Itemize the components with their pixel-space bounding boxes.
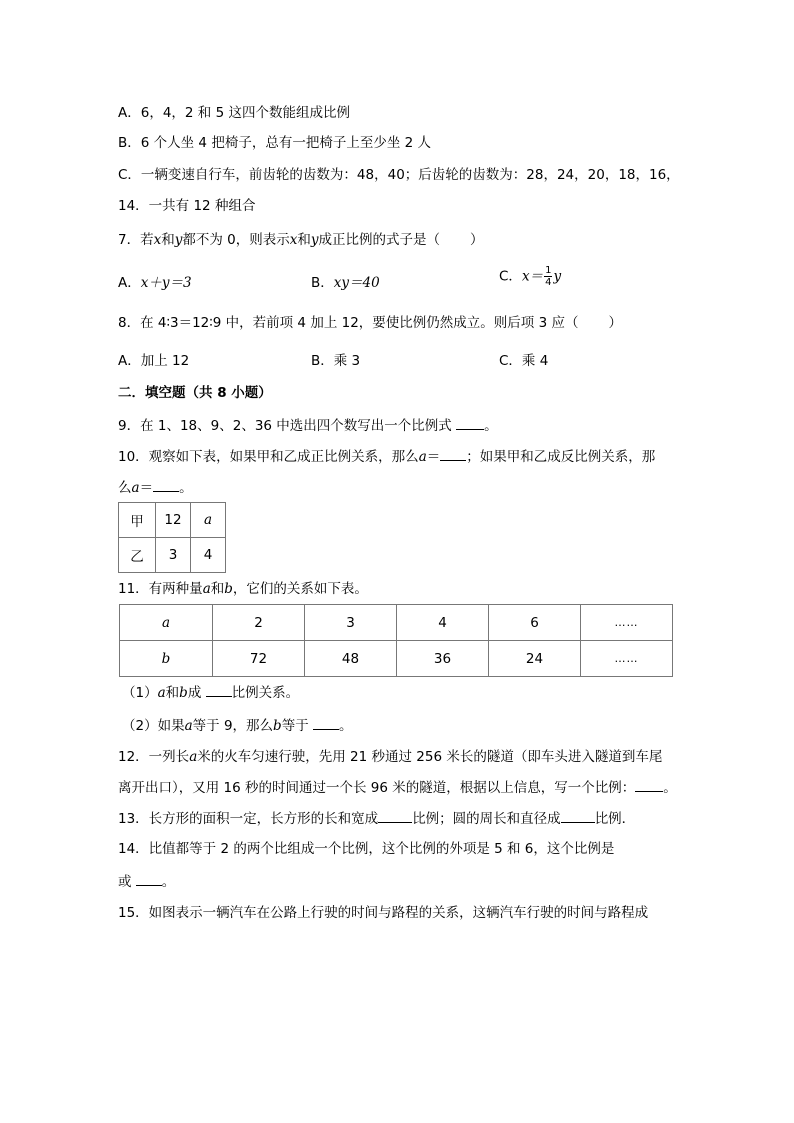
table-cell: 乙 bbox=[119, 538, 156, 573]
q6-option-b: B．6 个人坐 4 把椅子，总有一把椅子上至少坐 2 人 bbox=[118, 135, 431, 151]
answer-blank[interactable] bbox=[561, 809, 595, 823]
answer-blank[interactable] bbox=[440, 447, 466, 461]
q10-table bbox=[118, 502, 226, 573]
q9: 9．在 1、18、9、2、36 中选出四个数写出一个比例式 。 bbox=[118, 418, 498, 434]
q8-option-c: C．乘 4 bbox=[499, 353, 549, 369]
table-cell: …… bbox=[581, 605, 673, 641]
fraction: $\frac{1}{4}$ bbox=[545, 265, 552, 288]
answer-blank[interactable] bbox=[206, 683, 232, 697]
q11-sub2: （2）如果a等于 9，那么b等于 。 bbox=[122, 718, 353, 734]
answer-blank[interactable] bbox=[635, 778, 663, 792]
q8-stem: 8．在 4∶3＝12∶9 中，若前项 4 加上 12，要使比例仍然成立。则后项 3 应（ ） bbox=[118, 315, 622, 331]
q12-line2: 离开出口），又用 16 秒的时间通过一个长 96 米的隧道，根据以上信息，写一个比例： 。 bbox=[118, 780, 677, 796]
table-cell: a bbox=[191, 503, 226, 538]
table-cell: 4 bbox=[397, 605, 489, 641]
table-cell: …… bbox=[581, 641, 673, 677]
table-row bbox=[119, 503, 226, 538]
table-cell: 36 bbox=[397, 641, 489, 677]
q8-option-a: A．加上 12 bbox=[118, 353, 190, 369]
table-cell: 48 bbox=[305, 641, 397, 677]
q11-stem: 11．有两种量a和b，它们的关系如下表。 bbox=[118, 581, 368, 597]
q11-table bbox=[119, 604, 673, 677]
section-title: 二．填空题（共 8 小题） bbox=[118, 385, 272, 401]
answer-blank[interactable] bbox=[456, 416, 484, 430]
table-cell: 3 bbox=[156, 538, 191, 573]
table-cell: 12 bbox=[156, 503, 191, 538]
table-cell: 6 bbox=[489, 605, 581, 641]
table-cell: 3 bbox=[305, 605, 397, 641]
q6-option-a: A．6，4，2 和 5 这四个数能组成比例 bbox=[118, 105, 350, 121]
q7-option-c: C．x＝ $\frac{1}{4}$ y bbox=[499, 265, 562, 288]
table-cell: 4 bbox=[191, 538, 226, 573]
answer-blank[interactable] bbox=[378, 809, 412, 823]
table-cell: 24 bbox=[489, 641, 581, 677]
q10-line1: 10．观察如下表，如果甲和乙成正比例关系，那么a＝ ；如果甲和乙成反比例关系，那 bbox=[118, 449, 656, 465]
q6-option-c-line1: C．一辆变速自行车，前齿轮的齿数为：48，40；后齿轮的齿数为：28，24，20，18，16， bbox=[118, 167, 680, 183]
answer-blank[interactable] bbox=[313, 716, 339, 730]
q14-line1: 14．比值都等于 2 的两个比组成一个比例，这个比例的外项是 5 和 6，这个比例是 bbox=[118, 841, 615, 857]
q7-option-a: A．x＋y＝3 bbox=[118, 275, 192, 291]
table-cell: 甲 bbox=[119, 503, 156, 538]
table-cell: 2 bbox=[213, 605, 305, 641]
table-row bbox=[119, 538, 226, 573]
q13: 13．长方形的面积一定，长方形的长和宽成 比例；圆的周长和直径成 比例． bbox=[118, 811, 636, 827]
table-cell: 72 bbox=[213, 641, 305, 677]
q12-line1: 12．一列长a米的火车匀速行驶，先用 21 秒通过 256 米长的隧道（即车头进入隧道到车尾 bbox=[118, 749, 663, 765]
q15-line1: 15．如图表示一辆汽车在公路上行驶的时间与路程的关系，这辆汽车行驶的时间与路程成 bbox=[118, 905, 649, 921]
q10-line2: 么a＝ 。 bbox=[118, 480, 193, 496]
answer-blank[interactable] bbox=[136, 872, 162, 886]
q11-sub1: （1）a和b成 比例关系。 bbox=[122, 685, 300, 701]
q7-option-b: B．xy＝40 bbox=[311, 275, 380, 291]
q6-option-c-line2: 14．一共有 12 种组合 bbox=[118, 198, 256, 214]
q7-stem: 7．若x和y都不为 0，则表示x和y成正比例的式子是（ ） bbox=[118, 232, 484, 248]
table-cell: a bbox=[120, 605, 213, 641]
q8-option-b: B．乘 3 bbox=[311, 353, 361, 369]
table-row bbox=[120, 641, 673, 677]
q14-line2: 或 。 bbox=[118, 874, 176, 890]
table-cell: b bbox=[120, 641, 213, 677]
table-row bbox=[120, 605, 673, 641]
answer-blank[interactable] bbox=[153, 478, 179, 492]
